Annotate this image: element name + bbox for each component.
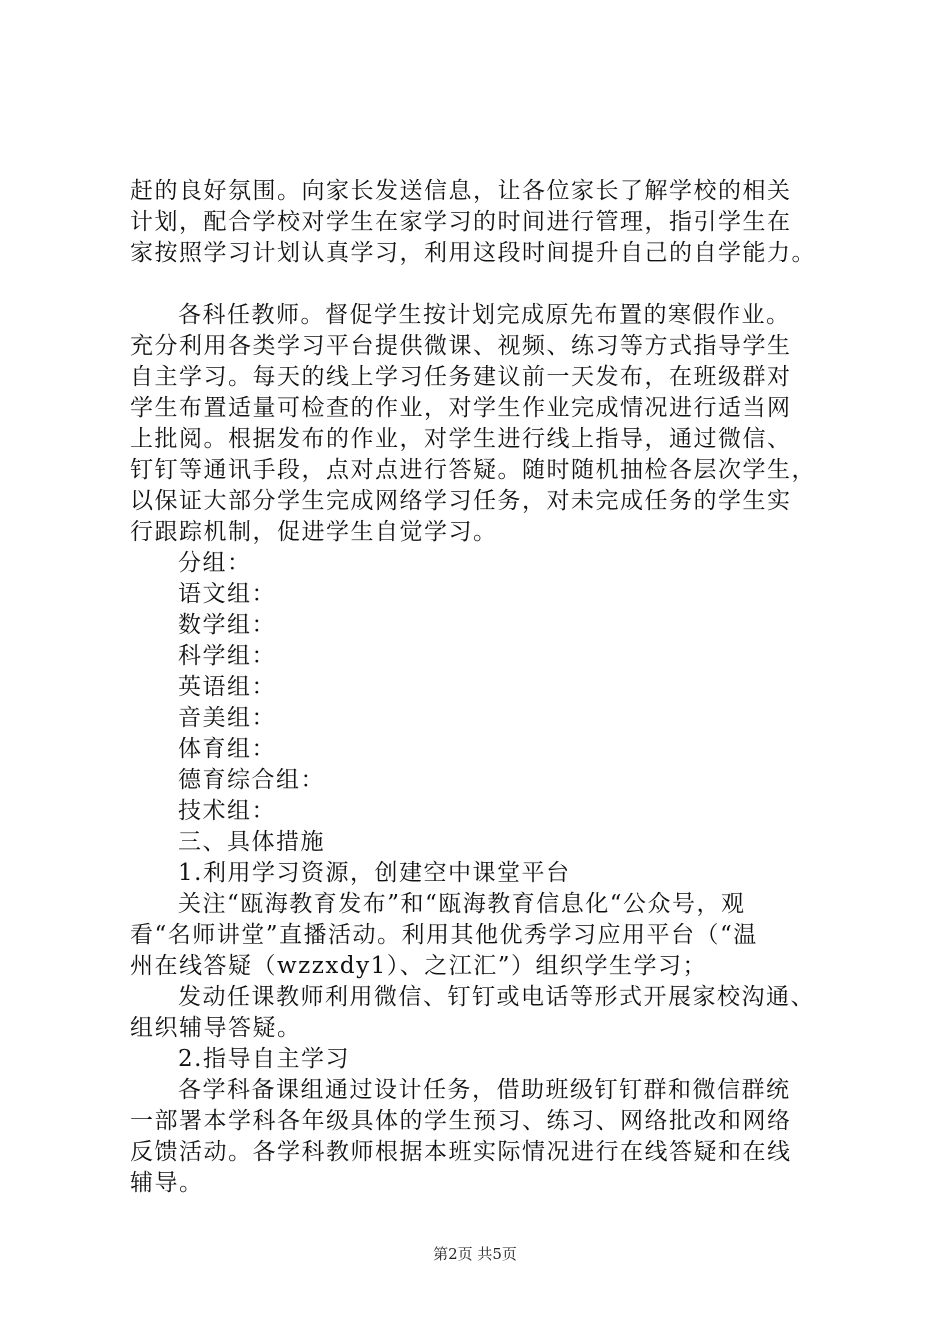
group-item: 分组： bbox=[178, 550, 252, 576]
text-line: 各学科备课组通过设计任务，借助班级钉钉群和微信群统 bbox=[178, 1077, 791, 1103]
text-line: 充分利用各类学习平台提供微课、视频、练习等方式指导学生 bbox=[130, 333, 792, 359]
text-line: 关注“瓯海教育发布”和“瓯海教育信息化“公众号，观 bbox=[178, 891, 746, 917]
item1-paragraph-1 bbox=[130, 889, 830, 982]
text-line: 学生布置适量可检查的作业，对学生作业完成情况进行适当网 bbox=[130, 395, 792, 421]
group-item: 德育综合组： bbox=[178, 767, 325, 793]
item1-paragraph-2 bbox=[130, 982, 830, 1044]
paragraph-1 bbox=[130, 176, 830, 269]
text-line: 反馈活动。各学科教师根据本班实际情况进行在线答疑和在线 bbox=[130, 1139, 792, 1165]
group-item: 数学组： bbox=[178, 612, 276, 638]
item-heading: 2.指导自主学习 bbox=[178, 1046, 350, 1072]
text-line: 州在线答疑（wzzxdy1）、之江汇”）组织学生学习； bbox=[130, 953, 708, 979]
section-heading: 三、具体措施 bbox=[178, 829, 325, 855]
text-line: 计划，配合学校对学生在家学习的时间进行管理，指引学生在 bbox=[130, 209, 792, 235]
group-item: 英语组： bbox=[178, 674, 276, 700]
group-item: 技术组： bbox=[178, 798, 276, 824]
group-item: 语文组： bbox=[178, 581, 276, 607]
text-line: 家按照学习计划认真学习，利用这段时间提升自己的自学能力。 bbox=[130, 240, 816, 266]
text-line: 赶的良好氛围。向家长发送信息，让各位家长了解学校的相关 bbox=[130, 178, 792, 204]
item2-paragraph bbox=[130, 1075, 830, 1199]
group-item: 体育组： bbox=[178, 736, 276, 762]
text-line: 以保证大部分学生完成网络学习任务，对未完成任务的学生实 bbox=[130, 488, 792, 514]
text-line: 看“名师讲堂”直播活动。利用其他优秀学习应用平台（“温 bbox=[130, 922, 758, 948]
text-line: 组织辅导答疑。 bbox=[130, 1015, 302, 1041]
item-heading: 1.利用学习资源，创建空中课堂平台 bbox=[178, 860, 571, 886]
text-line: 行跟踪机制，促进学生自觉学习。 bbox=[130, 519, 498, 545]
document-body bbox=[130, 176, 830, 1199]
paragraph-gap bbox=[130, 269, 830, 300]
page-number: 第2页 共5页 bbox=[433, 1245, 517, 1263]
text-line: 各科任教师。督促学生按计划完成原先布置的寒假作业。 bbox=[178, 302, 791, 328]
text-line: 钉钉等通讯手段，点对点进行答疑。随时随机抽检各层次学生， bbox=[130, 457, 816, 483]
group-item: 音美组： bbox=[178, 705, 276, 731]
text-line: 自主学习。每天的线上学习任务建议前一天发布，在班级群对 bbox=[130, 364, 792, 390]
text-line: 发动任课教师利用微信、钉钉或电话等形式开展家校沟通、 bbox=[178, 984, 815, 1010]
text-line: 一部署本学科各年级具体的学生预习、练习、网络批改和网络 bbox=[130, 1108, 792, 1134]
group-item: 科学组： bbox=[178, 643, 276, 669]
paragraph-2 bbox=[130, 300, 830, 548]
text-line: 上批阅。根据发布的作业，对学生进行线上指导，通过微信、 bbox=[130, 426, 792, 452]
text-line: 辅导。 bbox=[130, 1170, 204, 1196]
group-list bbox=[130, 548, 830, 827]
